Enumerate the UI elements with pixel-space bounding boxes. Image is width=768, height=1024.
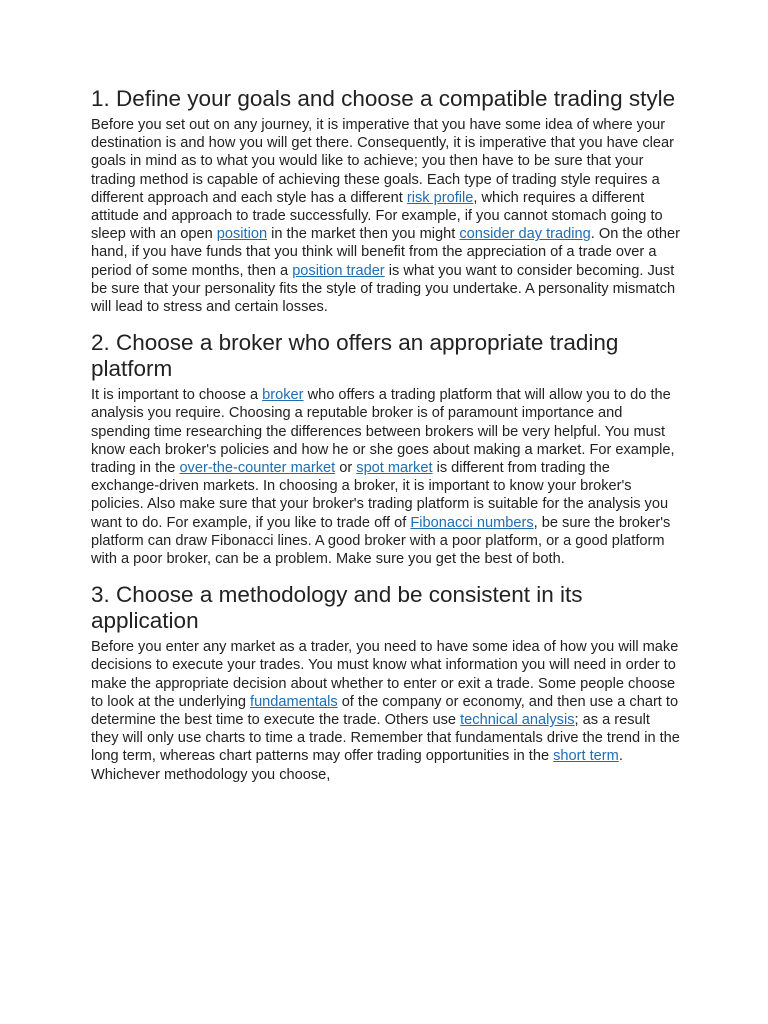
section-choose-broker: [91, 330, 681, 568]
text-run: . Whichever methodology you choose,: [91, 748, 623, 783]
text-run: It is important to choose a: [91, 387, 263, 404]
link-spot-market[interactable]: spot market: [356, 460, 433, 477]
text-run: who offers a trading platform that will allow you to do the analysis you require. Choosing a reputable broker is of paramount importance and spending time researching the differences between brokers will be very helpful. You must know each broker's policies and how he or she goes about making a market. For example, trading in the: [91, 387, 675, 477]
link-fundamentals[interactable]: fundamentals: [250, 693, 338, 710]
link-technical-analysis[interactable]: technical analysis: [460, 712, 575, 729]
link-consider-day-trading[interactable]: consider day trading: [459, 226, 591, 243]
link-over-the-counter-market[interactable]: over-the-counter market: [179, 460, 336, 477]
link-position-trader[interactable]: position trader: [292, 262, 385, 279]
link-fibonacci-numbers[interactable]: Fibonacci numbers: [410, 514, 534, 531]
section-heading: 1. Define your goals and choose a compatible trading style: [91, 86, 676, 111]
section-heading: 2. Choose a broker who offers an appropriate trading platform: [91, 330, 619, 382]
text-run: or: [335, 460, 357, 477]
section-paragraph: [91, 386, 681, 568]
link-short-term[interactable]: short term: [553, 748, 619, 765]
section-paragraph: [91, 638, 681, 784]
text-run: in the market then you might: [267, 226, 460, 243]
text-run: of the company or economy, and then use a chart to determine the best time to execute the trade. Others use: [91, 693, 679, 729]
text-run: , be sure the broker's platform can draw Fibonacci lines. A good broker with a poor platform, or a good platform with a poor broker, can be a problem. Make sure you get the best of both.: [91, 514, 671, 568]
article-body: [91, 86, 681, 798]
text-run: Before you enter any market as a trader, you need to have some idea of how you will make decisions to execute your trades. You must know what information you will need in order to make the appropriate decision about whether to enter or exit a trade. Some people choose to look at the underlying: [91, 639, 679, 710]
link-position[interactable]: position: [216, 226, 268, 243]
text-run: ; as a result they will only use charts to time a trade. Remember that fundamentals drive the trend in the long term, whereas chart patterns may offer trading opportunities in the: [91, 712, 680, 765]
link-broker[interactable]: broker: [262, 387, 304, 404]
text-run: is what you want to consider becoming. Just be sure that your personality fits the style of trading you undertake. A personality mismatch will lead to stress and certain losses.: [91, 262, 676, 316]
section-choose-methodology: [91, 582, 681, 784]
text-run: , which requires a different attitude and approach to trade successfully. For example, if you cannot stomach going to sleep with an open: [91, 189, 663, 243]
text-run: Before you set out on any journey, it is imperative that you have some idea of where your destination is and how you will get there. Consequently, it is imperative that you have clear goals in mind as to what you would like to achieve; you then have to be sure that your trading method is capable of achieving these goals. Each type of trading style requires a different approach and each style has a different: [91, 117, 674, 206]
link-risk-profile[interactable]: risk profile: [406, 189, 474, 206]
text-run: is different from trading the exchange-driven markets. In choosing a broker, it is important to know your broker's policies. Also make sure that your broker's trading platform is suitable for the analysis you want to do. For example, if you like to trade off of: [91, 460, 669, 531]
section-heading: 3. Choose a methodology and be consistent in its application: [91, 582, 583, 634]
section-define-goals: [91, 86, 681, 316]
text-run: . On the other hand, if you have funds that you think will benefit from the appreciation of a trade over a period of some months, then a: [91, 226, 681, 279]
section-paragraph: [91, 116, 681, 316]
